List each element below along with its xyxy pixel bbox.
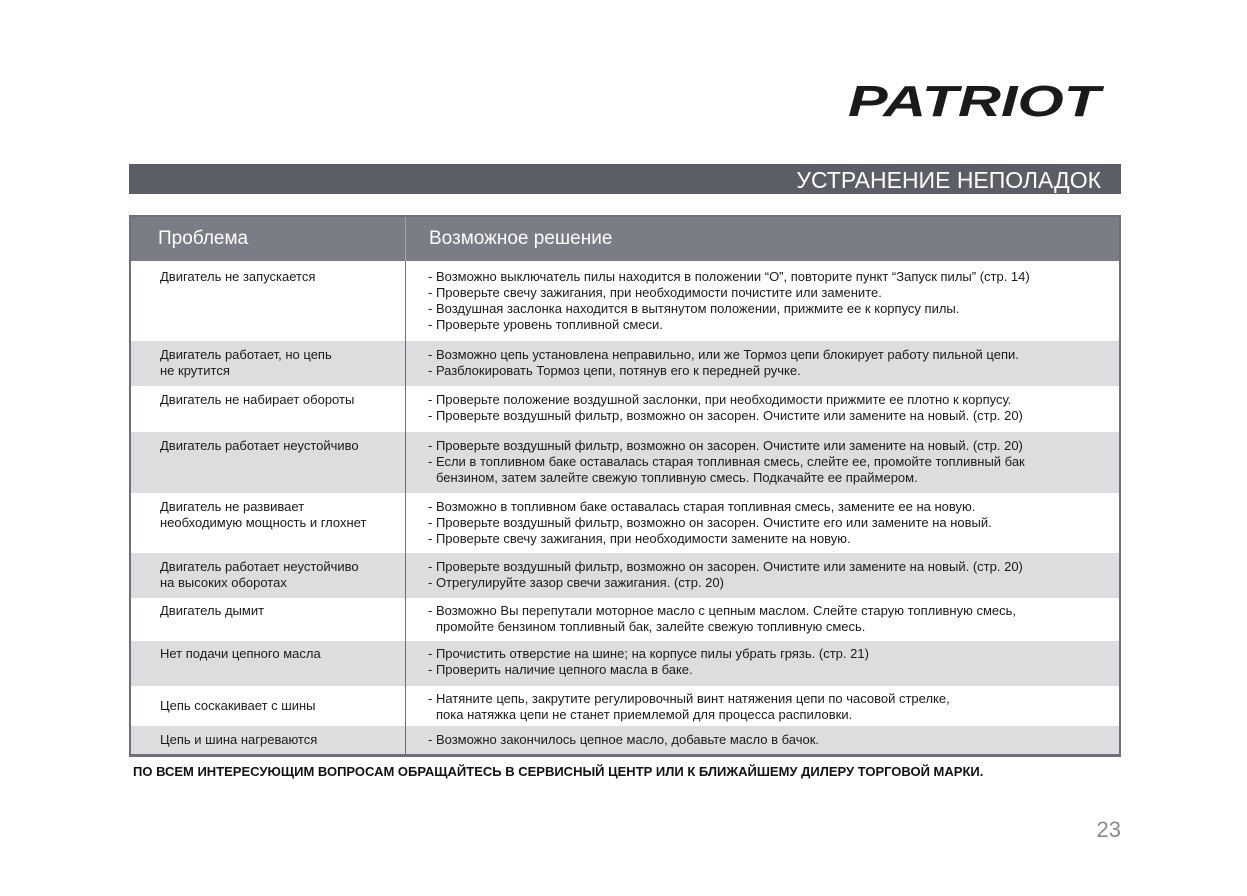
problem-cell bbox=[131, 493, 406, 553]
solution-text: - Проверьте воздушный фильтр, возможно он засорен. Очистите или замените на новый. (стр. 20) bbox=[428, 438, 1023, 453]
solution-cell bbox=[406, 386, 1119, 432]
problem-text: Цепь соскакивает с шины bbox=[160, 698, 316, 713]
service-center-note: ПО ВСЕМ ИНТЕРЕСУЮЩИМ ВОПРОСАМ ОБРАЩАЙТЕСЬ В СЕРВИСНЫЙ ЦЕНТР ИЛИ К БЛИЖАЙШЕМУ ДИЛЕРУ ТОРГОВОЙ МАРКИ. bbox=[133, 764, 984, 779]
solution-text: - Возможно цепь установлена неправильно, или же Тормоз цепи блокирует работу пильной цепи. bbox=[428, 347, 1019, 362]
problem-text: Двигатель дымит bbox=[160, 603, 265, 618]
problem-text: Двигатель не развивает bbox=[160, 499, 305, 514]
solution-text: - Возможно в топливном баке оставалась старая топливная смесь, замените ее на новую. bbox=[428, 499, 976, 514]
solution-cell bbox=[406, 726, 1119, 754]
solution-text: - Проверьте воздушный фильтр, возможно он засорен. Очистите его или замените на новый. bbox=[428, 515, 992, 530]
solution-text: - Возможно выключатель пилы находится в положении “О”, повторите пункт “Запуск пилы” (стр. 14) bbox=[428, 269, 1030, 284]
problem-text: на высоких оборотах bbox=[160, 575, 287, 590]
solution-text: - Возможно закончилось цепное масло, добавьте масло в бачок. bbox=[428, 732, 820, 747]
patriot-logo bbox=[846, 80, 1104, 122]
column-header-problem: Проблема bbox=[131, 217, 406, 261]
solution-cell bbox=[406, 341, 1119, 386]
problem-text: необходимую мощность и глохнет bbox=[160, 515, 367, 530]
solution-text: - Проверьте воздушный фильтр, возможно он засорен. Очистите или замените на новый. (стр. 20) bbox=[428, 408, 1023, 423]
section-title: УСТРАНЕНИЕ НЕПОЛАДОК bbox=[796, 167, 1101, 193]
problem-text: Двигатель работает неустойчиво bbox=[160, 438, 359, 453]
solution-text: - Проверьте воздушный фильтр, возможно он засорен. Очистите или замените на новый. (стр. 20) bbox=[428, 559, 1023, 574]
table-row bbox=[131, 493, 1119, 553]
solution-text: - Прочистить отверстие на шине; на корпусе пилы убрать грязь. (стр. 21) bbox=[428, 646, 869, 661]
table-row bbox=[131, 553, 1119, 598]
solution-cell bbox=[406, 493, 1119, 553]
problem-cell bbox=[131, 641, 406, 686]
logo-wordmark: PATRIOT bbox=[848, 80, 1104, 122]
solution-text: - Проверьте свечу зажигания, при необходимости почистите или замените. bbox=[428, 285, 882, 300]
solution-text: - Проверьте свечу зажигания, при необходимости замените на новую. bbox=[428, 531, 851, 546]
table-row bbox=[131, 341, 1119, 386]
page-number: 23 bbox=[1096, 817, 1121, 842]
solution-cell bbox=[406, 432, 1119, 493]
problem-cell bbox=[131, 341, 406, 386]
solution-text: бензином, затем залейте свежую топливную смесь. Подкачайте ее праймером. bbox=[436, 470, 918, 485]
problem-cell bbox=[131, 261, 406, 341]
problem-text: Двигатель не набирает обороты bbox=[160, 392, 355, 407]
solution-cell bbox=[406, 686, 1119, 726]
solution-cell bbox=[406, 553, 1119, 598]
table-row bbox=[131, 686, 1119, 726]
table-row bbox=[131, 432, 1119, 493]
troubleshooting-table bbox=[129, 215, 1121, 757]
table-header bbox=[131, 217, 1119, 261]
section-header-bar bbox=[129, 164, 1121, 194]
problem-cell bbox=[131, 432, 406, 493]
solution-cell bbox=[406, 641, 1119, 686]
table-row bbox=[131, 598, 1119, 641]
column-header-solution: Возможное решение bbox=[429, 228, 613, 249]
table-row bbox=[131, 386, 1119, 432]
table-row bbox=[131, 726, 1119, 754]
solution-cell bbox=[406, 598, 1119, 641]
solution-text: - Если в топливном баке оставалась старая топливная смесь, слейте ее, промойте топливный бак bbox=[428, 454, 1025, 469]
table-row bbox=[131, 261, 1119, 341]
solution-text: - Проверить наличие цепного масла в баке. bbox=[428, 662, 693, 677]
problem-cell bbox=[131, 726, 406, 754]
problem-text: не крутится bbox=[160, 363, 230, 378]
solution-text: промойте бензином топливный бак, залейте свежую топливную смесь. bbox=[436, 619, 866, 634]
solution-text: - Проверьте уровень топливной смеси. bbox=[428, 317, 663, 332]
problem-text: Двигатель работает неустойчиво bbox=[160, 559, 359, 574]
solution-text: - Натяните цепь, закрутите регулировочный винт натяжения цепи по часовой стрелке, bbox=[428, 691, 950, 706]
solution-text: пока натяжка цепи не станет приемлемой для процесса распиловки. bbox=[436, 707, 853, 722]
solution-text: - Проверьте положение воздушной заслонки, при необходимости прижмите ее плотно к корпусу. bbox=[428, 392, 1012, 407]
table-body bbox=[131, 261, 1119, 754]
problem-cell bbox=[131, 598, 406, 641]
problem-cell bbox=[131, 686, 406, 726]
solution-text: - Отрегулируйте зазор свечи зажигания. (стр. 20) bbox=[428, 575, 724, 590]
solution-text: - Возможно Вы перепутали моторное масло с цепным маслом. Слейте старую топливную смесь, bbox=[428, 603, 1016, 618]
solution-text: - Разблокировать Тормоз цепи, потянув его к передней ручке. bbox=[428, 363, 801, 378]
problem-text: Цепь и шина нагреваются bbox=[160, 732, 318, 747]
problem-text: Двигатель не запускается bbox=[160, 269, 316, 284]
problem-text: Нет подачи цепного масла bbox=[160, 646, 321, 661]
problem-text: Двигатель работает, но цепь bbox=[160, 347, 332, 362]
problem-cell bbox=[131, 386, 406, 432]
problem-cell bbox=[131, 553, 406, 598]
solution-cell bbox=[406, 261, 1119, 341]
table-row bbox=[131, 641, 1119, 686]
solution-text: - Воздушная заслонка находится в вытянутом положении, прижмите ее к корпусу пилы. bbox=[428, 301, 960, 316]
